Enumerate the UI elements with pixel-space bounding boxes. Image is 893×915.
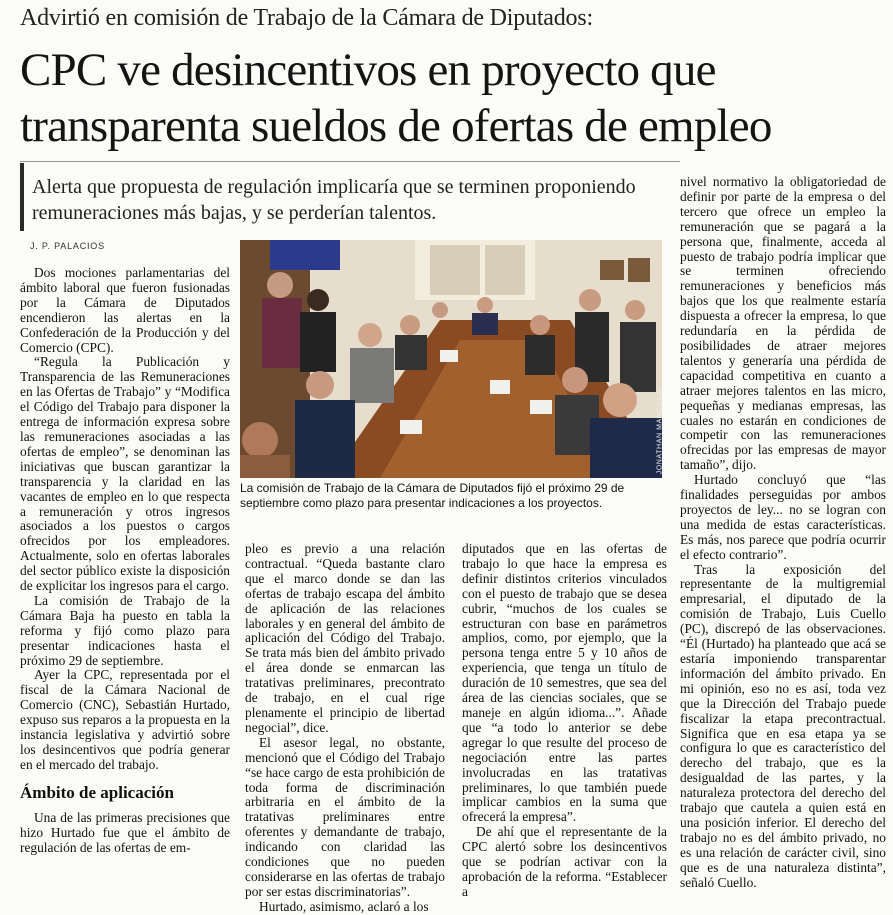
paragraph: Hurtado concluyó que “las finalidades perseguidas por ambos proyectos de ley... no se logran con una medida de estas características. Es más, nos parece que podría ocurrir el efecto contrario”. [680, 472, 886, 562]
header-rule [20, 161, 680, 162]
paragraph: Hurtado, asimismo, aclaró a los [259, 898, 429, 914]
byline: J. P. PALACIOS [30, 241, 105, 251]
news-photo [240, 240, 662, 478]
article-column-2 [245, 542, 445, 915]
paragraph: Ayer la CPC, representada por el fiscal de la Cámara Nacional de Comercio (CNC), Sebastián Hurtado, expuso sus reparos a la propuesta en la instancia legislativa y advirtió sobre los desincentivos que podría generar en el mercado del trabajo. [20, 667, 230, 772]
paragraph: diputados que en las ofertas de trabajo lo que hace la empresa es definir distintos criterios vinculados con el puesto de trabajo que se desea cubrir, “muchos de los cuales se estructuran con base en parámetros amplios, como, por ejemplo, que la persona tenga entre 5 y 10 años de experiencia, que tenga un título de duración de 10 semestres, que sea del área de las ciencias sociales, que se maneje en algún idioma...”. Añade que “a todo lo anterior se debe agregar lo que resulte del proceso de negociación entre las partes involucradas en las tratativas preliminares, lo que también puede implicar cambios en la suma que ofrecerá la empresa”. [462, 541, 667, 825]
paragraph: Una de las primeras precisiones que hizo Hurtado fue que el ámbito de regulación de las ofertas de em- [20, 809, 230, 855]
paragraph: La comisión de Trabajo de la Cámara Baja ha puesto en tabla la reforma y fijó como plazo para presentar indicaciones hasta el próximo 29 de septiembre. [20, 592, 230, 668]
kicker: Advirtió en comisión de Trabajo de la Cámara de Diputados: [20, 5, 593, 31]
section-heading: Ámbito de aplicación [20, 782, 174, 802]
paragraph: Dos mociones parlamentarias del ámbito laboral que fueron fusionadas por la Cámara de Diputados encendieron las alertas en la Confederación de la Producción y del Comercio (CPC). [20, 265, 230, 355]
paragraph: El asesor legal, no obstante, mencionó que el Código del Trabajo “se hace cargo de esta prohibición de toda forma de discriminación arbitraria en el ámbito de la tratativas preliminares entre oferentes y demandante de trabajo, indicando con claridad las condiciones que no pueden considerarse en las ofertas de trabajo por ser estas discriminatorias”. [245, 734, 445, 899]
headline-line-1: CPC ve desincentivos en proyecto que [20, 44, 716, 96]
article-column-1 [20, 266, 230, 856]
headline-line-2: transparenta sueldos de ofertas de empleo [20, 100, 772, 152]
paragraph: De ahí que el representante de la CPC alertó sobre los desincentivos que se podrían activar con la aprobación de la reforma. “Establecer a [462, 824, 667, 899]
photo-credit: JONATHAN MANCILLA [656, 390, 663, 475]
subhead: Alerta que propuesta de regulación implicaría que se terminen proponiendo remuneraciones más bajas, y se perderían talentos. [32, 176, 636, 224]
committee-meeting-photo [240, 240, 662, 478]
paragraph: “Regula la Publicación y Transparencia de las Remuneraciones en las Ofertas de Trabajo” y “Modifica el Código del Trabajo para disponer la entrega de información expresa sobre las remuneraciones asociadas a las ofertas de empleo”, se denominan las iniciativas que buscan garantizar la transparencia y la claridad en las vacantes de empleo en lo que respecta a remuneración y otros ingresos asociados a los puestos o cargos ofrecidos por los empleadores. Actualmente, solo en ofertas laborales del sector público existe la disposición de explicitar los ingresos para el cargo. [20, 354, 230, 594]
paragraph: nivel normativo la obligatoriedad de definir por parte de la empresa o del tercero que ofrece un empleo la remuneración que se pagará a la persona que, finalmente, acceda al puesto de trabajo podría implicar que se terminen ofreciendo remuneraciones y beneficios más bajos que los que realmente estaría dispuesta a ofrecer la empresa, lo que redundaría en la pérdida de posibilidades de atraer mejores talentos y generaría una pérdida de capacidad competitiva en cuanto a atraer mejores talentos en las micro, pequeñas y medianas empresas, las cuales no estarán en condiciones de competir con las remuneraciones ofrecidas por las empresas de mayor tamaño”, dijo. [680, 174, 886, 473]
article-column-4 [680, 175, 886, 891]
photo-caption: La comisión de Trabajo de la Cámara de Diputados fijó el próximo 29 de septiembre como plazo para presentar indicaciones a los proyectos. [240, 481, 625, 510]
article-column-3 [462, 542, 667, 900]
paragraph: pleo es previo a una relación contractual. “Queda bastante claro que el marco donde se dan las ofertas de trabajo escapa del ámbito de aplicación de las relaciones laborales y en general del ámbito de aplicación del Código del Trabajo. Se trata más bien del ámbito privado el área donde se enmarcan las tratativas preliminares, precontrato de trabajo, en el cual rige plenamente el principio de libertad negocial”, dice. [245, 541, 445, 735]
paragraph: Tras la exposición del representante de la multigremial empresarial, el diputado de la comisión de Trabajo, Luis Cuello (PC), discrepó de las observaciones. “Él (Hurtado) ha planteado que acá se estaría imponiendo transparentar información del ámbito privado. En mi opinión, eso no es así, toda vez que la Dirección del Trabajo puede fiscalizar la etapa precontractual. Significa que en esa etapa ya se configura lo que es característico del derecho del trabajo, que es la desigualdad de las partes, y la naturaleza protectora del derecho del trabajo que cautela a quien está en una posición inferior. El derecho del trabajo no es del ámbito privado, no es una relación de carácter civil, sino que es de una naturaleza distinta”, señaló Cuello. [680, 561, 886, 890]
subhead-bar [20, 163, 24, 231]
headline [20, 42, 890, 154]
